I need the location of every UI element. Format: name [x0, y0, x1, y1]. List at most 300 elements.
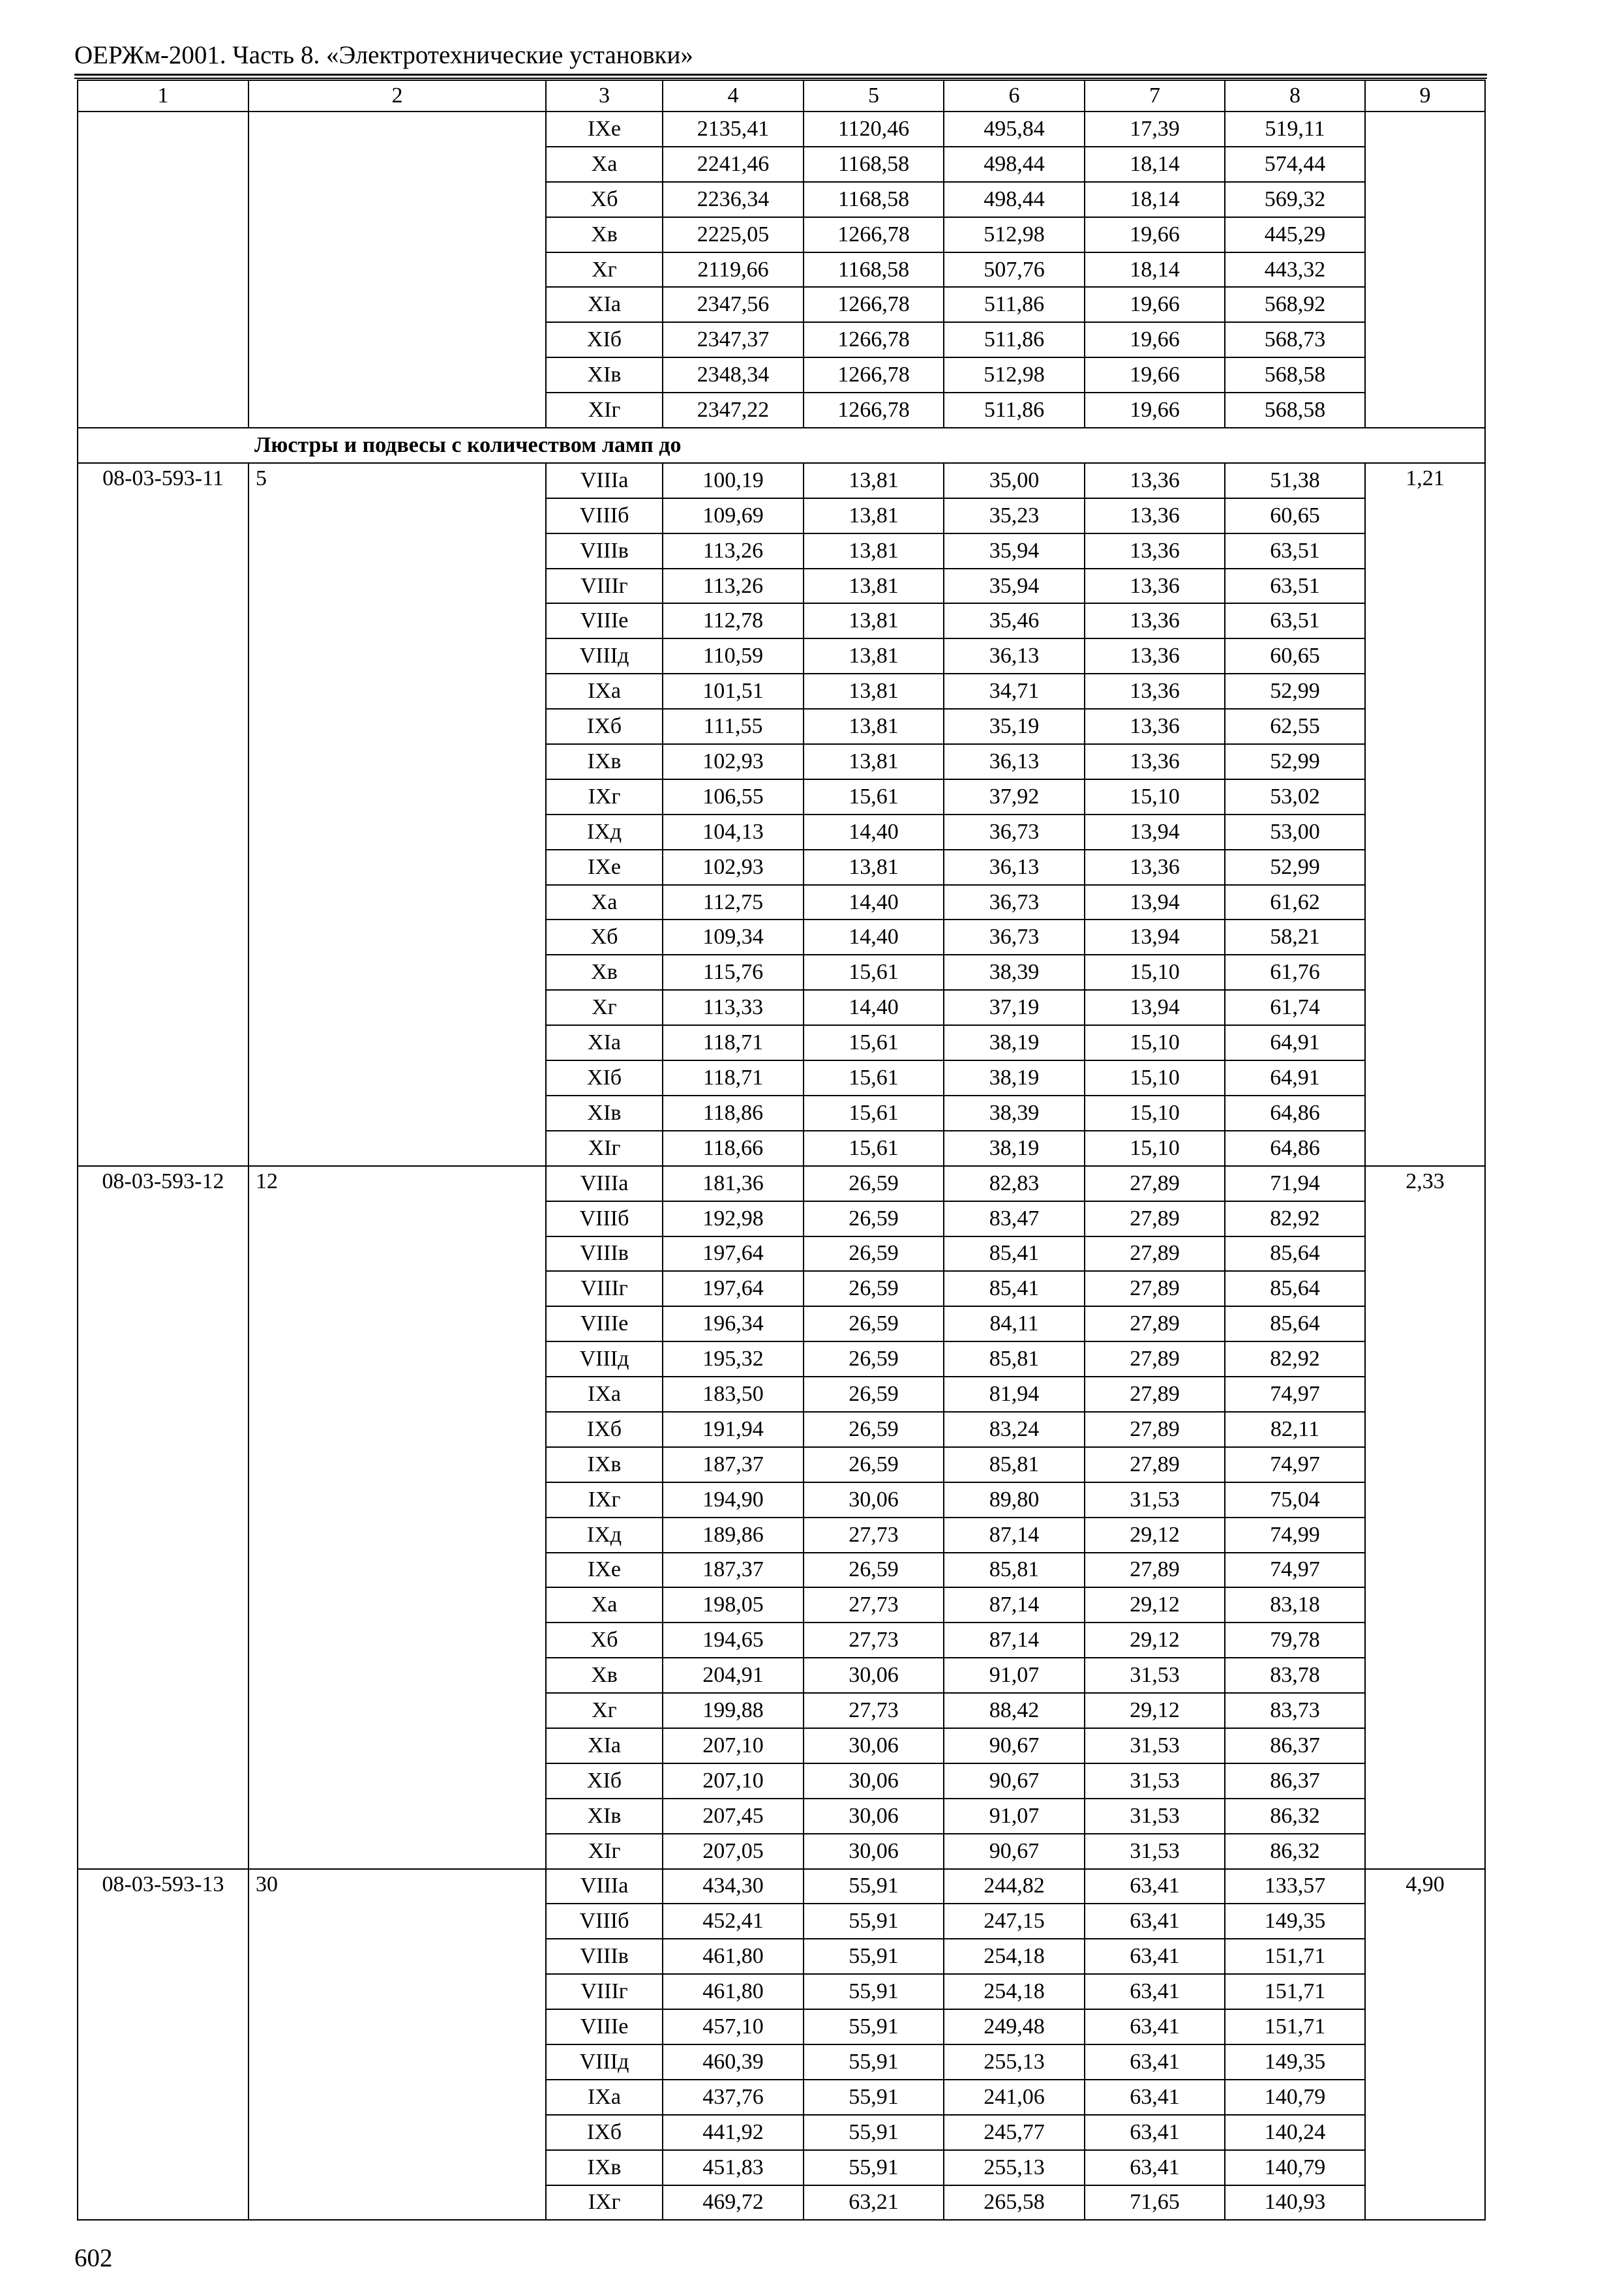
machines-cell: 89,80	[944, 1482, 1085, 1518]
materials-cell: 64,86	[1225, 1131, 1365, 1166]
variant-cell: IXв	[546, 2150, 663, 2185]
wages-cell: 13,81	[804, 744, 944, 779]
machines-cell: 498,44	[944, 182, 1085, 217]
machinist-wages-cell: 13,36	[1085, 533, 1225, 569]
machinist-wages-cell: 27,89	[1085, 1271, 1225, 1306]
wages-cell: 15,61	[804, 779, 944, 815]
wages-cell: 1168,58	[804, 182, 944, 217]
variant-cell: VIIIг	[546, 1271, 663, 1306]
materials-cell: 51,38	[1225, 463, 1365, 498]
variant-cell: Xв	[546, 217, 663, 252]
machines-cell: 34,71	[944, 674, 1085, 709]
wages-cell: 30,06	[804, 1482, 944, 1518]
variant-cell: XIб	[546, 1060, 663, 1096]
materials-cell: 74,99	[1225, 1518, 1365, 1553]
variant-cell: Xа	[546, 147, 663, 182]
machinist-wages-cell: 13,94	[1085, 885, 1225, 920]
table-row	[78, 1869, 1485, 1904]
machines-cell: 38,19	[944, 1060, 1085, 1096]
page-number: 602	[74, 2244, 113, 2272]
materials-cell: 82,92	[1225, 1201, 1365, 1236]
section-title-row	[78, 428, 1485, 463]
machinist-wages-cell: 13,36	[1085, 850, 1225, 885]
machines-cell: 241,06	[944, 2080, 1085, 2115]
wages-cell: 55,91	[804, 2080, 944, 2115]
materials-cell: 63,51	[1225, 569, 1365, 604]
machines-cell: 85,81	[944, 1447, 1085, 1482]
variant-cell: VIIIг	[546, 569, 663, 604]
wages-cell: 26,59	[804, 1377, 944, 1412]
wages-cell: 15,61	[804, 1131, 944, 1166]
materials-cell: 52,99	[1225, 850, 1365, 885]
total-cost-cell: 437,76	[663, 2080, 804, 2115]
wages-cell: 1266,78	[804, 322, 944, 357]
machines-cell: 36,13	[944, 850, 1085, 885]
machines-cell: 37,19	[944, 990, 1085, 1025]
materials-cell: 133,57	[1225, 1869, 1365, 1904]
machines-cell: 254,18	[944, 1939, 1085, 1974]
machines-cell: 247,15	[944, 1904, 1085, 1939]
materials-cell: 568,73	[1225, 322, 1365, 357]
total-cost-cell: 451,83	[663, 2150, 804, 2185]
machines-cell: 88,42	[944, 1693, 1085, 1728]
wages-cell: 55,91	[804, 2044, 944, 2080]
materials-cell: 74,97	[1225, 1553, 1365, 1588]
total-cost-cell: 109,69	[663, 498, 804, 533]
machinist-wages-cell: 63,41	[1085, 2080, 1225, 2115]
variant-cell: VIIIв	[546, 533, 663, 569]
total-cost-cell: 469,72	[663, 2185, 804, 2221]
machinist-wages-cell: 15,10	[1085, 779, 1225, 815]
wages-cell: 14,40	[804, 815, 944, 850]
total-cost-cell: 2135,41	[663, 112, 804, 147]
materials-cell: 149,35	[1225, 2044, 1365, 2080]
total-cost-cell: 195,32	[663, 1341, 804, 1377]
machinist-wages-cell: 13,94	[1085, 920, 1225, 955]
materials-cell: 86,37	[1225, 1728, 1365, 1763]
machinist-wages-cell: 63,41	[1085, 1904, 1225, 1939]
machinist-wages-cell: 13,36	[1085, 463, 1225, 498]
machines-cell: 87,14	[944, 1623, 1085, 1658]
total-cost-cell: 109,34	[663, 920, 804, 955]
total-cost-cell: 113,26	[663, 533, 804, 569]
variant-cell: Xб	[546, 182, 663, 217]
machines-cell: 512,98	[944, 357, 1085, 393]
materials-cell: 86,37	[1225, 1763, 1365, 1799]
wages-cell: 13,81	[804, 533, 944, 569]
machines-cell: 245,77	[944, 2115, 1085, 2150]
machines-cell: 84,11	[944, 1306, 1085, 1341]
machinist-wages-cell: 63,41	[1085, 1869, 1225, 1904]
machines-cell: 83,47	[944, 1201, 1085, 1236]
variant-cell: XIб	[546, 1763, 663, 1799]
machinist-wages-cell: 18,14	[1085, 182, 1225, 217]
total-cost-cell: 207,10	[663, 1728, 804, 1763]
variant-cell: IXа	[546, 674, 663, 709]
machines-cell: 36,13	[944, 744, 1085, 779]
materials-cell: 62,55	[1225, 709, 1365, 744]
total-cost-cell: 196,34	[663, 1306, 804, 1341]
total-cost-cell: 111,55	[663, 709, 804, 744]
weight-cell	[1365, 112, 1485, 428]
variant-cell: XIб	[546, 322, 663, 357]
machinist-wages-cell: 19,66	[1085, 287, 1225, 322]
total-cost-cell: 461,80	[663, 1939, 804, 1974]
machinist-wages-cell: 19,66	[1085, 322, 1225, 357]
materials-cell: 569,32	[1225, 182, 1365, 217]
wages-cell: 14,40	[804, 920, 944, 955]
variant-cell: VIIIг	[546, 1974, 663, 2009]
wages-cell: 15,61	[804, 955, 944, 990]
materials-cell: 52,99	[1225, 744, 1365, 779]
machinist-wages-cell: 13,36	[1085, 498, 1225, 533]
materials-cell: 574,44	[1225, 147, 1365, 182]
total-cost-cell: 2348,34	[663, 357, 804, 393]
variant-cell: VIIIв	[546, 1236, 663, 1272]
table-row	[78, 463, 1485, 498]
variant-cell: VIIIе	[546, 603, 663, 638]
variant-cell: VIIIд	[546, 1341, 663, 1377]
machines-cell: 82,83	[944, 1166, 1085, 1201]
machines-cell: 87,14	[944, 1587, 1085, 1623]
variant-cell: Xг	[546, 252, 663, 288]
total-cost-cell: 207,05	[663, 1834, 804, 1869]
materials-cell: 568,92	[1225, 287, 1365, 322]
total-cost-cell: 457,10	[663, 2009, 804, 2044]
machines-cell: 495,84	[944, 112, 1085, 147]
machinist-wages-cell: 29,12	[1085, 1693, 1225, 1728]
materials-cell: 85,64	[1225, 1306, 1365, 1341]
machines-cell: 85,81	[944, 1341, 1085, 1377]
machinist-wages-cell: 27,89	[1085, 1166, 1225, 1201]
wages-cell: 27,73	[804, 1587, 944, 1623]
machines-cell: 255,13	[944, 2044, 1085, 2080]
materials-cell: 83,18	[1225, 1587, 1365, 1623]
machines-cell: 91,07	[944, 1658, 1085, 1693]
machines-cell: 512,98	[944, 217, 1085, 252]
materials-cell: 63,51	[1225, 533, 1365, 569]
total-cost-cell: 181,36	[663, 1166, 804, 1201]
materials-cell: 64,86	[1225, 1096, 1365, 1131]
wages-cell: 55,91	[804, 2150, 944, 2185]
variant-cell: IXв	[546, 744, 663, 779]
column-number-cell: 3	[546, 80, 663, 112]
wages-cell: 55,91	[804, 1974, 944, 2009]
wages-cell: 13,81	[804, 674, 944, 709]
materials-cell: 63,51	[1225, 603, 1365, 638]
variant-cell: Xа	[546, 885, 663, 920]
machinist-wages-cell: 18,14	[1085, 252, 1225, 288]
materials-cell: 140,79	[1225, 2080, 1365, 2115]
variant-cell: Xг	[546, 990, 663, 1025]
materials-cell: 79,78	[1225, 1623, 1365, 1658]
machines-cell: 244,82	[944, 1869, 1085, 1904]
machinist-wages-cell: 15,10	[1085, 1096, 1225, 1131]
total-cost-cell: 198,05	[663, 1587, 804, 1623]
total-cost-cell: 102,93	[663, 744, 804, 779]
machines-cell: 81,94	[944, 1377, 1085, 1412]
wages-cell: 26,59	[804, 1306, 944, 1341]
materials-cell: 64,91	[1225, 1060, 1365, 1096]
variant-cell: VIIIд	[546, 2044, 663, 2080]
variant-cell: VIIIб	[546, 1904, 663, 1939]
wages-cell: 1266,78	[804, 287, 944, 322]
materials-cell: 151,71	[1225, 2009, 1365, 2044]
materials-cell: 53,02	[1225, 779, 1365, 815]
variant-cell: IXе	[546, 850, 663, 885]
wages-cell: 15,61	[804, 1096, 944, 1131]
wages-cell: 14,40	[804, 885, 944, 920]
machinist-wages-cell: 31,53	[1085, 1799, 1225, 1834]
section-title: Люстры и подвесы с количеством ламп до	[78, 428, 1485, 463]
materials-cell: 82,92	[1225, 1341, 1365, 1377]
materials-cell: 140,93	[1225, 2185, 1365, 2221]
variant-cell: IXе	[546, 112, 663, 147]
materials-cell: 83,78	[1225, 1658, 1365, 1693]
column-number-cell: 6	[944, 80, 1085, 112]
variant-cell: VIIIе	[546, 2009, 663, 2044]
wages-cell: 26,59	[804, 1201, 944, 1236]
wages-cell: 26,59	[804, 1447, 944, 1482]
machinist-wages-cell: 63,41	[1085, 2009, 1225, 2044]
machinist-wages-cell: 31,53	[1085, 1763, 1225, 1799]
machines-cell: 38,39	[944, 1096, 1085, 1131]
machinist-wages-cell: 13,94	[1085, 990, 1225, 1025]
machinist-wages-cell: 27,89	[1085, 1412, 1225, 1447]
wages-cell: 55,91	[804, 1939, 944, 1974]
total-cost-cell: 118,86	[663, 1096, 804, 1131]
page-header-title: ОЕРЖм-2001. Часть 8. «Электротехнические установки»	[74, 41, 693, 69]
wages-cell: 26,59	[804, 1236, 944, 1272]
machinist-wages-cell: 27,89	[1085, 1447, 1225, 1482]
table-row	[78, 112, 1485, 147]
total-cost-cell: 118,71	[663, 1025, 804, 1060]
machines-cell: 35,19	[944, 709, 1085, 744]
wages-cell: 26,59	[804, 1166, 944, 1201]
wages-cell: 15,61	[804, 1060, 944, 1096]
wages-cell: 26,59	[804, 1341, 944, 1377]
variant-cell: Xв	[546, 1658, 663, 1693]
machines-cell: 35,00	[944, 463, 1085, 498]
total-cost-cell: 118,66	[663, 1131, 804, 1166]
total-cost-cell: 100,19	[663, 463, 804, 498]
total-cost-cell: 207,10	[663, 1763, 804, 1799]
machines-cell: 90,67	[944, 1834, 1085, 1869]
machinist-wages-cell: 19,66	[1085, 217, 1225, 252]
column-number-cell: 9	[1365, 80, 1485, 112]
total-cost-cell: 199,88	[663, 1693, 804, 1728]
machinist-wages-cell: 31,53	[1085, 1482, 1225, 1518]
total-cost-cell: 434,30	[663, 1869, 804, 1904]
code-cell: 08-03-593-13	[78, 1869, 248, 2221]
machinist-wages-cell: 27,89	[1085, 1306, 1225, 1341]
total-cost-cell: 112,75	[663, 885, 804, 920]
total-cost-cell: 104,13	[663, 815, 804, 850]
variant-cell: XIа	[546, 287, 663, 322]
variant-cell: IXа	[546, 1377, 663, 1412]
variant-cell: VIIIа	[546, 1166, 663, 1201]
machines-cell: 265,58	[944, 2185, 1085, 2221]
variant-cell: VIIIб	[546, 1201, 663, 1236]
materials-cell: 52,99	[1225, 674, 1365, 709]
materials-cell: 568,58	[1225, 393, 1365, 428]
wages-cell: 13,81	[804, 498, 944, 533]
variant-cell: VIIIе	[546, 1306, 663, 1341]
code-cell: 08-03-593-12	[78, 1166, 248, 1869]
machines-cell: 511,86	[944, 322, 1085, 357]
materials-cell: 64,91	[1225, 1025, 1365, 1060]
variant-cell: XIв	[546, 357, 663, 393]
machines-cell: 35,23	[944, 498, 1085, 533]
wages-cell: 26,59	[804, 1412, 944, 1447]
machinist-wages-cell: 63,41	[1085, 2150, 1225, 2185]
machines-cell: 254,18	[944, 1974, 1085, 2009]
machinist-wages-cell: 18,14	[1085, 147, 1225, 182]
total-cost-cell: 183,50	[663, 1377, 804, 1412]
materials-cell: 85,64	[1225, 1236, 1365, 1272]
column-number-cell: 5	[804, 80, 944, 112]
wages-cell: 27,73	[804, 1623, 944, 1658]
materials-cell: 75,04	[1225, 1482, 1365, 1518]
materials-cell: 61,76	[1225, 955, 1365, 990]
machines-cell: 85,41	[944, 1236, 1085, 1272]
column-number-cell: 4	[663, 80, 804, 112]
machines-cell: 85,41	[944, 1271, 1085, 1306]
materials-cell: 82,11	[1225, 1412, 1365, 1447]
machines-cell: 498,44	[944, 147, 1085, 182]
variant-cell: VIIIа	[546, 1869, 663, 1904]
machines-cell: 83,24	[944, 1412, 1085, 1447]
wages-cell: 26,59	[804, 1271, 944, 1306]
total-cost-cell: 197,64	[663, 1271, 804, 1306]
variant-cell: IXг	[546, 2185, 663, 2221]
machinist-wages-cell: 63,41	[1085, 2115, 1225, 2150]
machinist-wages-cell: 13,36	[1085, 638, 1225, 674]
variant-cell: XIа	[546, 1728, 663, 1763]
materials-cell: 445,29	[1225, 217, 1365, 252]
variant-cell: VIIIа	[546, 463, 663, 498]
total-cost-cell: 118,71	[663, 1060, 804, 1096]
variant-cell: XIв	[546, 1096, 663, 1131]
machinist-wages-cell: 13,36	[1085, 709, 1225, 744]
materials-cell: 85,64	[1225, 1271, 1365, 1306]
total-cost-cell: 207,45	[663, 1799, 804, 1834]
materials-cell: 61,62	[1225, 885, 1365, 920]
variant-cell: Xа	[546, 1587, 663, 1623]
materials-cell: 151,71	[1225, 1974, 1365, 2009]
wages-cell: 13,81	[804, 603, 944, 638]
machinist-wages-cell: 29,12	[1085, 1518, 1225, 1553]
lamps-cell: 12	[248, 1166, 546, 1869]
machinist-wages-cell: 27,89	[1085, 1553, 1225, 1588]
machines-cell: 38,19	[944, 1131, 1085, 1166]
code-cell: 08-03-593-11	[78, 463, 248, 1166]
machinist-wages-cell: 15,10	[1085, 955, 1225, 990]
variant-cell: XIг	[546, 1834, 663, 1869]
materials-cell: 61,74	[1225, 990, 1365, 1025]
total-cost-cell: 110,59	[663, 638, 804, 674]
machinist-wages-cell: 13,36	[1085, 744, 1225, 779]
total-cost-cell: 187,37	[663, 1447, 804, 1482]
machines-cell: 87,14	[944, 1518, 1085, 1553]
machines-cell: 507,76	[944, 252, 1085, 288]
variant-cell: IXг	[546, 1482, 663, 1518]
variant-cell: XIа	[546, 1025, 663, 1060]
materials-cell: 140,24	[1225, 2115, 1365, 2150]
total-cost-cell: 106,55	[663, 779, 804, 815]
wages-cell: 13,81	[804, 463, 944, 498]
machinist-wages-cell: 19,66	[1085, 357, 1225, 393]
variant-cell: IXд	[546, 1518, 663, 1553]
wages-cell: 1266,78	[804, 357, 944, 393]
wages-cell: 13,81	[804, 569, 944, 604]
materials-cell: 443,32	[1225, 252, 1365, 288]
machines-cell: 85,81	[944, 1553, 1085, 1588]
machinist-wages-cell: 13,36	[1085, 603, 1225, 638]
variant-cell: VIIIд	[546, 638, 663, 674]
machines-cell: 35,94	[944, 533, 1085, 569]
variant-cell: IXб	[546, 709, 663, 744]
wages-cell: 55,91	[804, 1904, 944, 1939]
machines-cell: 90,67	[944, 1763, 1085, 1799]
weight-cell: 4,90	[1365, 1869, 1485, 2221]
variant-cell: IXг	[546, 779, 663, 815]
materials-cell: 74,97	[1225, 1447, 1365, 1482]
machines-cell: 91,07	[944, 1799, 1085, 1834]
machinist-wages-cell: 29,12	[1085, 1623, 1225, 1658]
total-cost-cell: 115,76	[663, 955, 804, 990]
total-cost-cell: 191,94	[663, 1412, 804, 1447]
variant-cell: Xб	[546, 920, 663, 955]
machinist-wages-cell: 63,41	[1085, 2044, 1225, 2080]
wages-cell: 13,81	[804, 709, 944, 744]
machinist-wages-cell: 31,53	[1085, 1834, 1225, 1869]
machines-cell: 36,73	[944, 920, 1085, 955]
variant-cell: Xб	[546, 1623, 663, 1658]
total-cost-cell: 2119,66	[663, 252, 804, 288]
materials-cell: 71,94	[1225, 1166, 1365, 1201]
total-cost-cell: 441,92	[663, 2115, 804, 2150]
variant-cell: IXб	[546, 1412, 663, 1447]
machines-cell: 36,13	[944, 638, 1085, 674]
total-cost-cell: 192,98	[663, 1201, 804, 1236]
weight-cell: 2,33	[1365, 1166, 1485, 1869]
wages-cell: 14,40	[804, 990, 944, 1025]
machines-cell: 511,86	[944, 393, 1085, 428]
total-cost-cell: 2225,05	[663, 217, 804, 252]
total-cost-cell: 113,26	[663, 569, 804, 604]
total-cost-cell: 194,90	[663, 1482, 804, 1518]
total-cost-cell: 113,33	[663, 990, 804, 1025]
variant-cell: IXа	[546, 2080, 663, 2115]
column-number-cell: 1	[78, 80, 248, 112]
column-number-cell: 2	[248, 80, 546, 112]
total-cost-cell: 460,39	[663, 2044, 804, 2080]
total-cost-cell: 461,80	[663, 1974, 804, 2009]
machinist-wages-cell: 27,89	[1085, 1201, 1225, 1236]
total-cost-cell: 194,65	[663, 1623, 804, 1658]
machinist-wages-cell: 19,66	[1085, 393, 1225, 428]
materials-cell: 83,73	[1225, 1693, 1365, 1728]
header-rule	[74, 74, 1487, 76]
machinist-wages-cell: 15,10	[1085, 1060, 1225, 1096]
machinist-wages-cell: 27,89	[1085, 1341, 1225, 1377]
total-cost-cell: 2347,56	[663, 287, 804, 322]
materials-cell: 53,00	[1225, 815, 1365, 850]
wages-cell: 26,59	[804, 1553, 944, 1588]
wages-cell: 30,06	[804, 1763, 944, 1799]
lamps-cell: 30	[248, 1869, 546, 2221]
